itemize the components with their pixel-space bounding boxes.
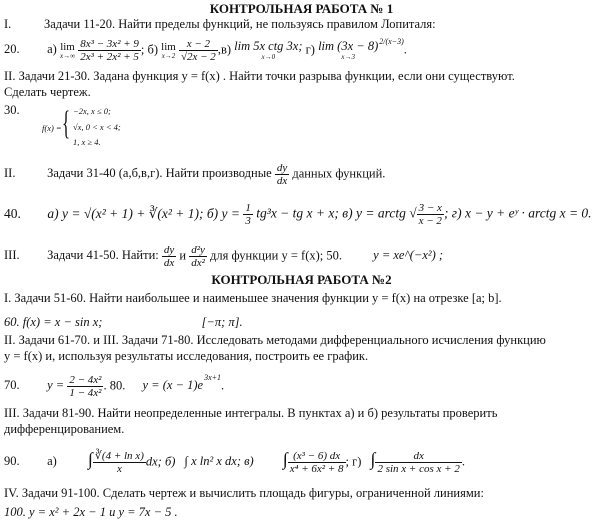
task-61-80-line: II. Задачи 61-70. и III. Задачи 71-80. Исследовать методами дифференциального исчисления функцию [4,333,546,347]
task-text-end: данных функций. [292,166,386,181]
fx-label: f(x) = [42,123,62,133]
expr-50: y = xe^(−x²) ; [373,248,444,263]
power-g: 2/(x−3) [379,37,404,46]
task-text-end: для функции y = f(x); 50. [210,248,343,263]
lim-b: lim x→2 [161,40,176,60]
task-70-line [4,374,224,399]
item-number: II. [4,166,16,181]
lim-g: lim (3x − 8) x→3 [318,38,379,61]
expr-70-lhs: y = [47,378,65,393]
fraction-90g: $\frac{dx}{\text{2 sin x + cos x + 2}}$ [377,450,460,476]
expr-ab: а) y = √(x² + 1) + ∛(x² + 1); б) y = [47,205,244,221]
item-number: 70. [4,378,20,393]
integral-icon: ∫ [282,449,288,470]
task-61-80-line-2: y = f(x) и, используя результаты исследования, построить ее график. [4,349,369,363]
task-100-line: 100. y = x² + 2x − 1 и y = 7x − 5 . [4,505,178,519]
title-work-1: КОНТРОЛЬНАЯ РАБОТА № 1 [209,1,394,16]
part-a-label: а) [47,42,57,57]
expr-80: y = (x − 1)e [142,378,204,393]
task-31-40-line [4,162,385,187]
part-v-label: ,в) [217,42,232,57]
fraction-dy-dx: $\frac{dy}{dx}$ [163,244,175,270]
period: . [221,378,225,393]
expr-90a-end: dx; б) [145,454,176,469]
task-text: Задачи 31-40 (а,б,в,г). Найти производные [47,166,272,181]
fraction-70: $\frac{\text{2 − 4x²}}{\text{1 − 4x²}}$ [69,374,102,400]
period: . [461,454,465,469]
interval-60: [−π; π]. [201,315,243,329]
fraction-one-third: $\frac{1}{3}$ [245,202,251,228]
fraction-90a: $\frac{\text{∛(4 + ln x)}}{x}$ [94,450,144,476]
part-b-label: ; б) [140,42,159,57]
system-row-1: −2x, x ≤ 0; [73,106,111,116]
lim-v: lim 5x ctg 3x; x→0 [234,38,303,61]
task-81-90-line: III. Задачи 81-90. Найти неопределенные интегралы. В пунктах а) и б) результаты проверить [4,406,498,420]
expr-60: 60. f(x) = x − sin x; [4,315,103,329]
word-and: и [179,248,187,263]
task-91-100-line: IV. Задачи 91-100. Сделать чертеж и вычислить площадь фигуры, ограниченной линиями: [4,486,484,500]
task-41-50-line [4,244,443,269]
expr-90b: ∫ x ln² x dx; в) [184,454,254,469]
task-21-30-line-2: Сделать чертеж. [4,85,91,99]
task-90-line [4,450,465,475]
task-21-30-line: II. Задачи 21-30. Задана функция y = f(x) . Найти точки разрыва функции, если они существуют. [4,69,515,83]
integral-icon: ∫ [87,449,93,470]
lim-a: lim x→∞ [59,40,76,60]
fraction-arctg: $\frac{3 - x}{x - 2}$ [418,202,442,228]
task-text: Задачи 41-50. Найти: [47,248,159,263]
fraction-dy-dx: $\frac{dy}{dx}$ [276,162,288,188]
task-11-20-line [4,18,436,32]
fraction-90v: $\frac{\text{(x³ − 6) dx}}{\text{x⁴ + 6x² + 8}}$ [289,450,344,476]
title-work-2: КОНТРОЛЬНАЯ РАБОТА №2 [211,272,392,287]
task-51-60-line: I. Задачи 51-60. Найти наибольшее и наименьшее значения функции y = f(x) на отрезке [a; b]. [4,291,502,305]
task-text: Задачи 11-20. Найти пределы функций, не пользуясь правилом Лопиталя: [44,17,436,31]
system-row-2: √x, 0 < x < 4; [73,122,121,132]
system-row-3: 1, x ≥ 4. [73,137,101,147]
item-number: 20. [4,42,20,57]
power-80: 3x+1 [204,373,222,382]
item-number: 90. [4,454,20,469]
task-20-line [4,38,407,63]
expr-bv: tg³x − tg x + x; в) y = arctg √ [252,205,417,221]
item-number: 40. [4,205,21,221]
item-number: I. [4,17,12,31]
fraction-a: $\frac{\text{8x³ − 3x² + 9}}{\text{2x³ + 2x² + 5}}$ [80,38,139,64]
item-80-label: . 80. [103,378,126,393]
part-g-label: г) [305,42,315,57]
task-81-90-line-2: дифференцированием. [4,422,125,436]
period: . [403,42,407,57]
fraction-b: $\frac{x - 2}{√2x - 2}$ [180,38,216,64]
expr-g: ; г) x − y + eʸ · arctg x = 0. [443,205,592,221]
task-60-line [4,316,243,330]
part-g-label: ; г) [345,454,362,469]
part-a-label: а) [47,454,57,469]
integral-icon: ∫ [370,449,376,470]
item-number-30: 30. [4,103,20,117]
item-number: III. [4,248,20,263]
brace-icon: { [62,105,71,142]
task-40-line [4,202,592,227]
fraction-d2y-dx2: $\frac{\text{d²y}}{\text{dx²}}$ [191,244,205,270]
